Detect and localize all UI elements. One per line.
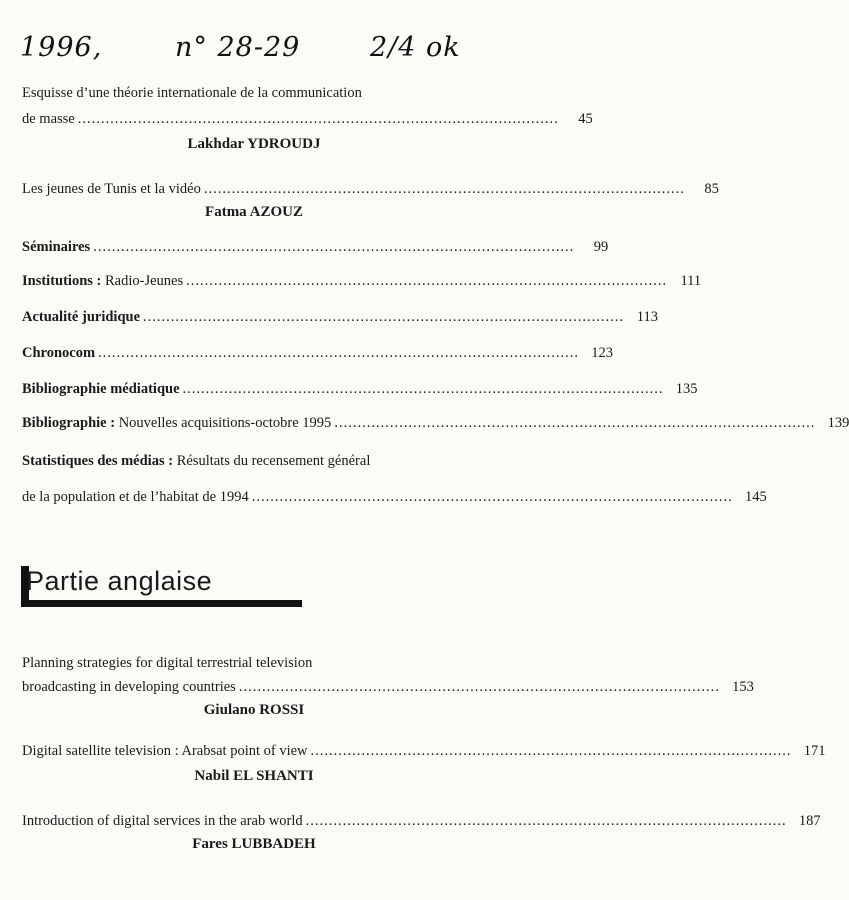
author-name: Fatma AZOUZ <box>205 204 303 220</box>
page-number: 99 <box>593 239 609 255</box>
toc-entry-statistiques <box>22 488 767 506</box>
en-entry-1 <box>22 678 754 696</box>
page-number: 145 <box>744 489 767 505</box>
page-number: 171 <box>803 743 826 759</box>
leader-dots: ........................................................................................................ <box>238 679 720 695</box>
author-name: Fares LUBBADEH <box>192 836 316 852</box>
entry-title: Séminaires <box>22 239 91 255</box>
entry-title: Actualité juridique <box>22 309 141 325</box>
toc-entry-seminaires <box>22 238 609 256</box>
author-name: Nabil EL SHANTI <box>194 768 314 784</box>
leader-dots: ........................................................................................................ <box>143 309 625 325</box>
toc-entry-1-line1: Esquisse d’une théorie internationale de la communication <box>22 85 362 101</box>
section-title: Partie anglaise <box>26 566 213 596</box>
leader-dots: ........................................................................................................ <box>251 489 733 505</box>
section-bar-horizontal <box>21 600 302 607</box>
toc-entry-actualite <box>22 308 659 326</box>
leader-dots: ........................................................................................................ <box>93 239 575 255</box>
page-number: 85 <box>704 181 719 197</box>
leader-dots: ........................................................................................................ <box>182 381 664 397</box>
toc-entry-bibliographie-mediatique <box>22 380 698 398</box>
entry-title: Bibliographie médiatique <box>22 381 180 397</box>
toc-entry-1-line2: de masse <box>22 111 75 127</box>
page-number: 111 <box>680 273 702 289</box>
entry-title: Chronocom <box>22 345 96 361</box>
entry-title: Les jeunes de Tunis et la vidéo <box>22 181 201 197</box>
leader-dots: ........................................................................................................ <box>305 813 787 829</box>
author-name: Giulano ROSSI <box>203 702 305 718</box>
toc-entry-bibliographie <box>22 414 849 432</box>
leader-dots: ........................................................................................................ <box>77 111 559 127</box>
en-entry-2 <box>22 742 826 760</box>
page-number: 187 <box>798 813 821 829</box>
page-number: 135 <box>675 381 698 397</box>
entry-title-line2: de la population et de l’habitat de 1994 <box>22 489 249 505</box>
en-entry-3 <box>22 812 821 830</box>
en-entry-1-line1: Planning strategies for digital terrestrial television <box>22 655 313 671</box>
handwritten-mark: 2/4 ok <box>370 32 461 63</box>
toc-entry-2 <box>22 180 719 198</box>
page-number: 139 <box>827 415 849 431</box>
page-number: 153 <box>732 679 754 695</box>
leader-dots: ........................................................................................................ <box>98 345 580 361</box>
entry-subtitle: Résultats du recensement général <box>173 453 371 469</box>
entry-title: Bibliographie : <box>22 415 116 431</box>
leader-dots: ........................................................................................................ <box>186 273 668 289</box>
entry-title: Institutions : <box>22 273 102 289</box>
toc-entry-chronocom <box>22 344 614 362</box>
handwritten-year: 1996, <box>20 32 103 63</box>
author-name: Lakhdar YDROUDJ <box>187 136 321 152</box>
toc-entry-statistiques-line1 <box>22 452 492 470</box>
page-number: 113 <box>636 309 659 325</box>
leader-dots: ........................................................................................................ <box>310 743 792 759</box>
entry-title-line2: broadcasting in developing countries <box>22 679 236 695</box>
handwritten-issue: n° 28-29 <box>175 32 301 63</box>
toc-entry-institutions <box>22 272 702 290</box>
page-number: 45 <box>578 111 593 127</box>
leader-dots: ........................................................................................................ <box>203 181 685 197</box>
entry-subtitle: Radio-Jeunes <box>101 273 184 289</box>
entry-title: Statistiques des médias : <box>22 453 174 469</box>
leader-dots: ........................................................................................................ <box>334 415 816 431</box>
toc-entry-1 <box>22 110 593 128</box>
page-number: 123 <box>591 345 614 361</box>
entry-title: Introduction of digital services in the arab world <box>22 813 303 829</box>
entry-subtitle: Nouvelles acquisitions-octobre 1995 <box>115 415 332 431</box>
entry-title: Digital satellite television : Arabsat point of view <box>22 743 308 759</box>
